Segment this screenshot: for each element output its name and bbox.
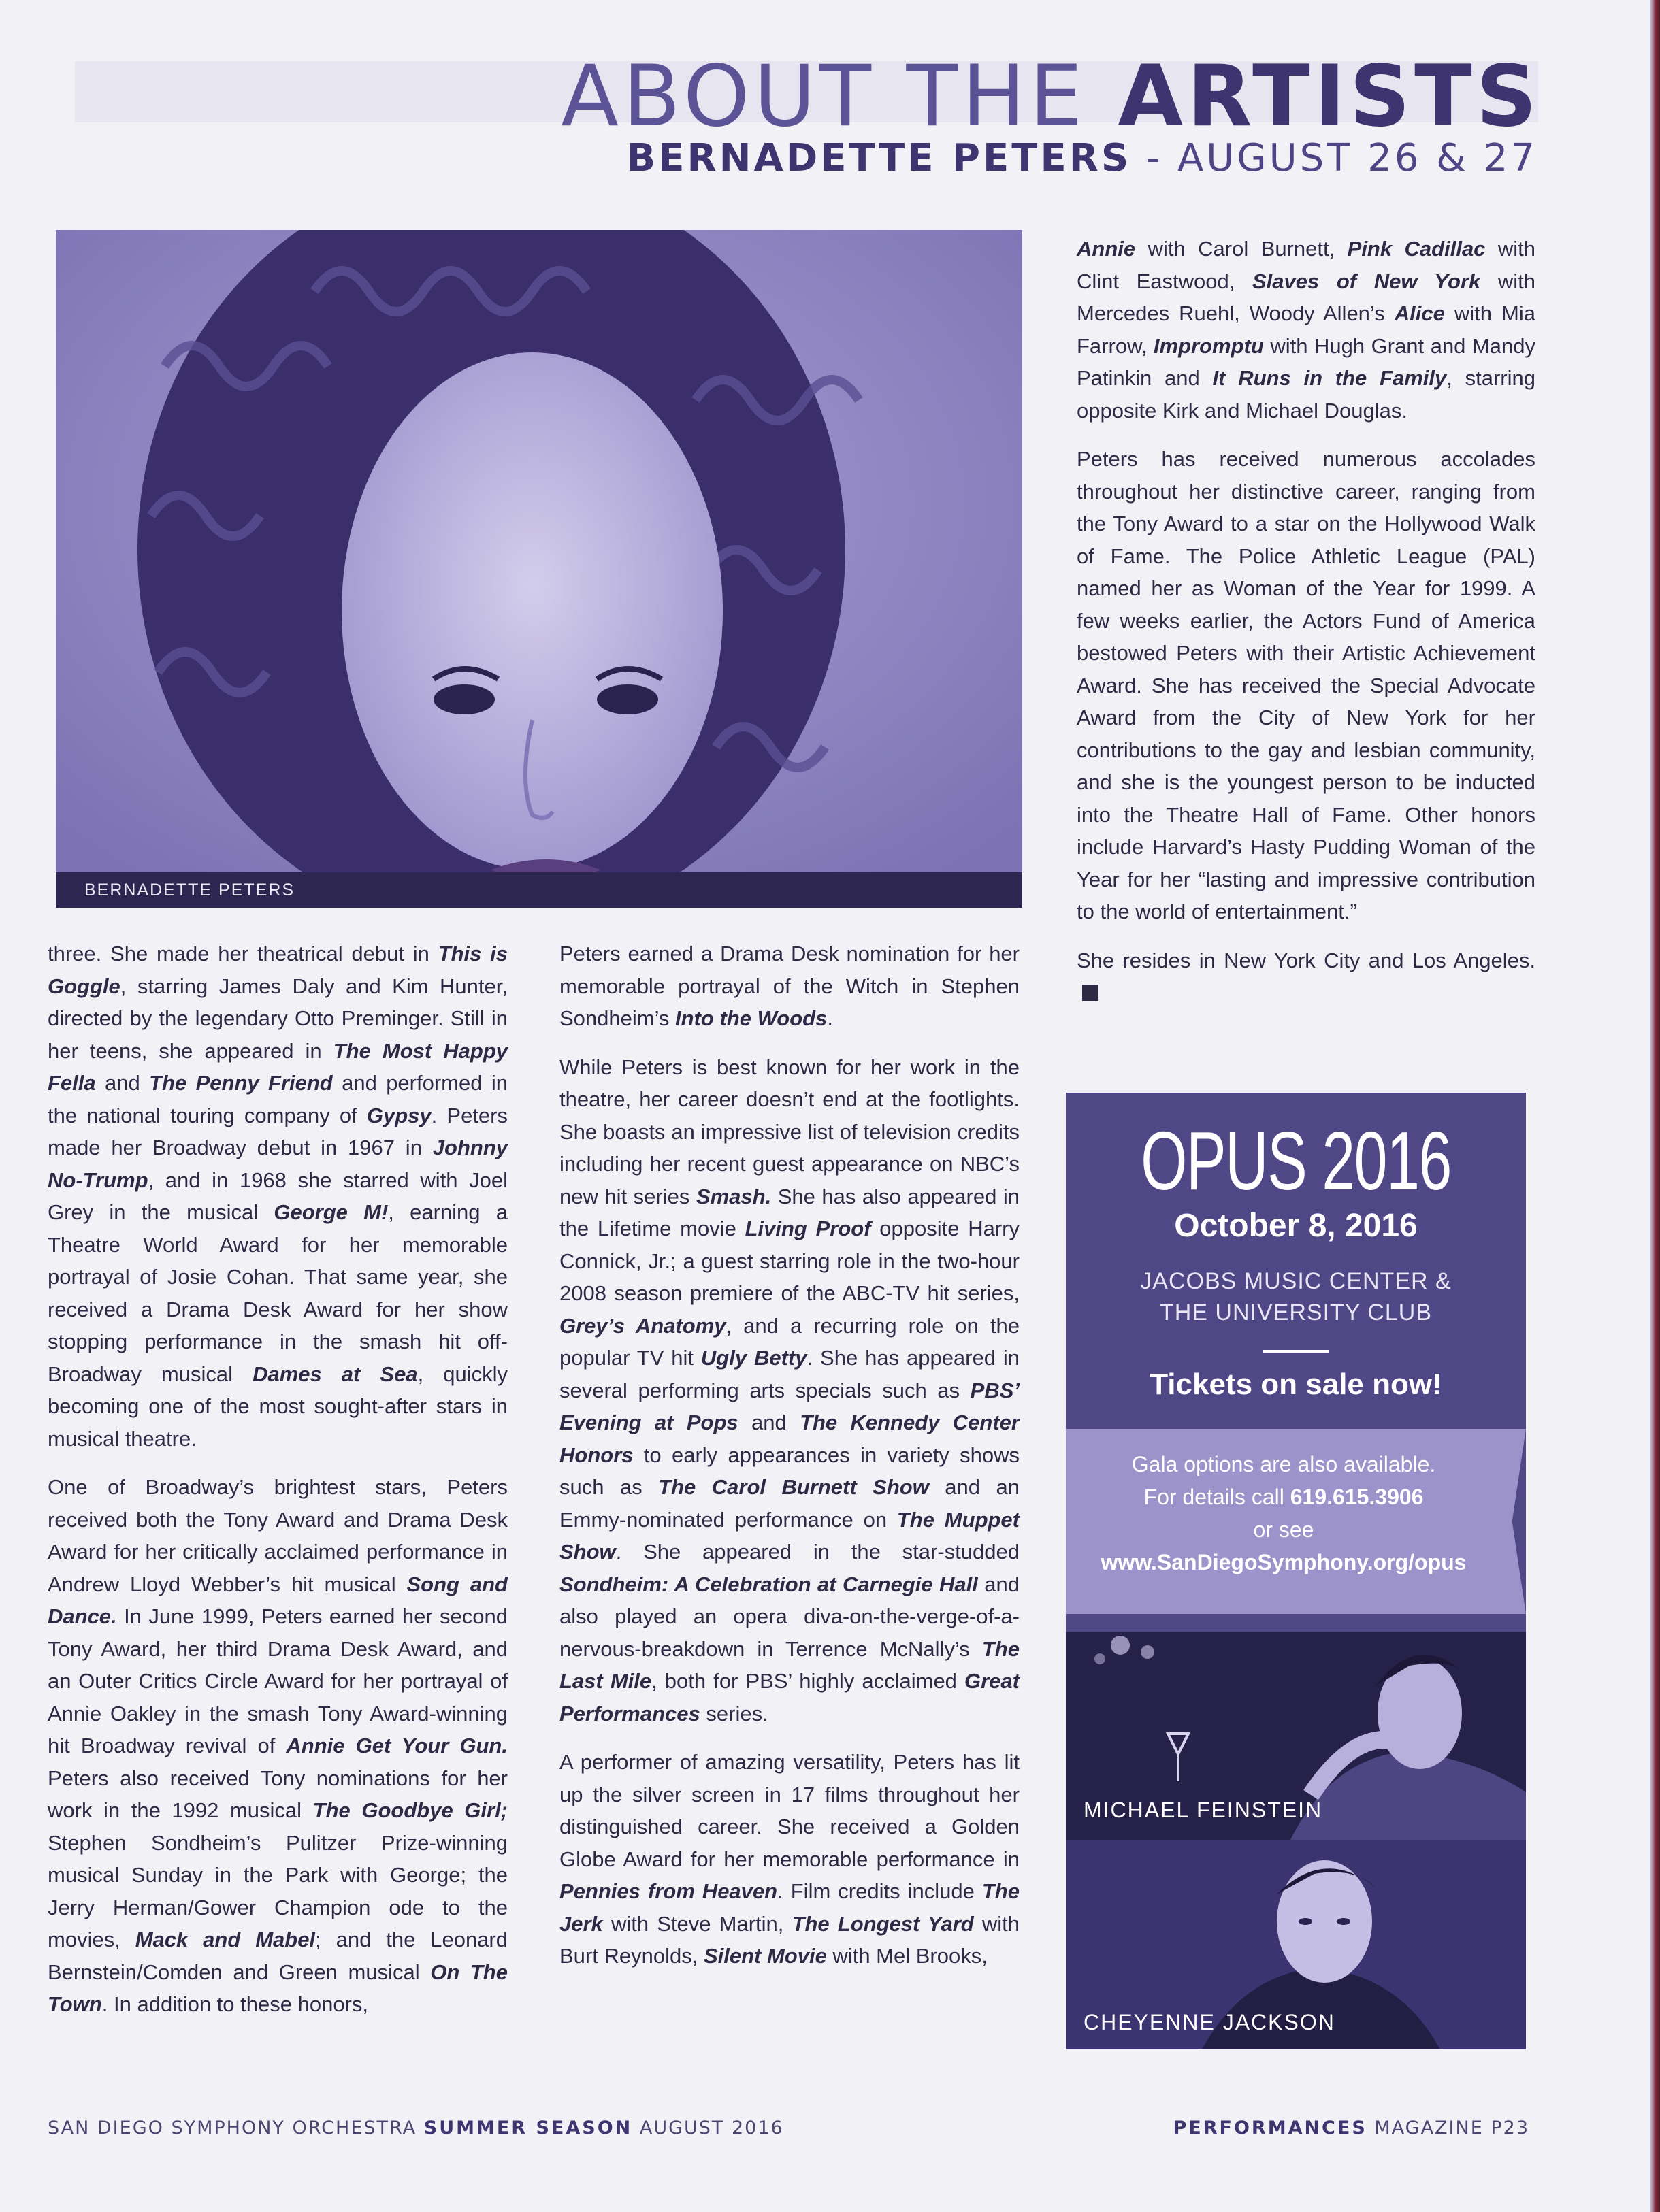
article-column-3 bbox=[1077, 233, 1535, 1025]
ad-divider bbox=[1263, 1350, 1329, 1353]
paragraph: While Peters is best known for her work in the theatre, her career doesn’t end at the footlights. She boasts an impressive list of television credits including her recent guest appearance on NBC’s new hit series Smash. She has also appeared in the Lifetime movie Living Proof opposite Harry Connick, Jr.; a guest starring role in the two-hour 2008 season premiere of the ABC-TV hit series, Grey’s Anatomy, and a recurring role on the popular TV hit Ugly Betty. She has appeared in several performing arts specials such as PBS’ Evening at Pops and The Kennedy Center Honors to early appearances in variety shows such as The Carol Burnett Show and an Emmy-nominated performance on The Muppet Show. She appeared in the star-studded Sondheim: A Celebration at Carnegie Hall and also played an opera diva-on-the-verge-of-a-nervous-breakdown in Terrence McNally’s The Last Mile, both for PBS’ highly acclaimed Great Performances series. bbox=[559, 1055, 1020, 1726]
footer-date: AUGUST 2016 bbox=[639, 2117, 784, 2139]
article-column-1 bbox=[48, 938, 508, 2037]
ad-gala-details bbox=[1066, 1448, 1501, 1579]
paragraph: Annie with Carol Burnett, Pink Cadillac with Clint Eastwood, Slaves of New York with Mercedes Ruehl, Woody Allen’s Alice with Mia Farrow, Impromptu with Hugh Grant and Mandy Patinkin and It Runs in the Family, starring opposite Kirk and Michael Douglas. bbox=[1077, 237, 1536, 423]
article-column-2 bbox=[559, 938, 1020, 1989]
title-italic: The Longest Yard bbox=[792, 1911, 974, 1936]
title-italic: The Goodbye Girl; bbox=[312, 1798, 508, 1822]
paragraph: Peters earned a Drama Desk nomination for her memorable portrayal of the Witch in Stephen Sondheim’s Into the Woods. bbox=[559, 942, 1020, 1030]
title-italic: Into the Woods bbox=[675, 1006, 828, 1030]
title-italic: The Last Mile bbox=[559, 1636, 1020, 1693]
footer-season: SUMMER SEASON bbox=[423, 2117, 633, 2139]
final-sentence: She resides in New York City and Los Angeles. bbox=[1077, 948, 1535, 972]
artist-photo bbox=[56, 230, 1022, 908]
performer-photo-feinstein bbox=[1066, 1632, 1526, 1840]
ad-venue bbox=[1066, 1266, 1526, 1328]
ad-venue-line-1: JACOBS MUSIC CENTER & bbox=[1140, 1268, 1452, 1294]
portrait-illustration bbox=[56, 230, 1022, 908]
page-title-bold: ARTISTS bbox=[1118, 48, 1541, 146]
ad-phone-number: 619.615.3906 bbox=[1290, 1485, 1424, 1509]
title-italic: Great Performances bbox=[559, 1669, 1020, 1726]
footer-left bbox=[48, 2117, 784, 2139]
footer-right bbox=[1173, 2117, 1529, 2139]
gala-line-1: Gala options are also available. bbox=[1131, 1452, 1436, 1476]
photo-caption: BERNADETTE PETERS bbox=[56, 872, 1022, 908]
subtitle-artist: BERNADETTE PETERS bbox=[626, 136, 1132, 180]
title-italic: PBS’ Evening at Pops bbox=[559, 1378, 1020, 1434]
binding-edge bbox=[1650, 0, 1660, 2212]
title-italic: Slaves of New York bbox=[1252, 269, 1481, 293]
performer-name-1: MICHAEL FEINSTEIN bbox=[1084, 1798, 1323, 1822]
footer-magazine-bold: PERFORMANCES bbox=[1173, 2117, 1367, 2139]
title-italic: On The Town bbox=[48, 1960, 508, 2016]
title-italic: Living Proof bbox=[745, 1217, 871, 1240]
ad-tickets-headline: Tickets on sale now! bbox=[1150, 1368, 1442, 1401]
subtitle-dates: - AUGUST 26 & 27 bbox=[1131, 136, 1537, 180]
ad-url: www.SanDiegoSymphony.org/opus bbox=[1101, 1550, 1467, 1574]
title-italic: The Carol Burnett Show bbox=[658, 1475, 929, 1499]
paragraph: A performer of amazing versatility, Peters has lit up the silver screen in 17 films throughout her distinguished career. She received a Golden Globe Award for her memorable performance in Pennies from Heaven. Film credits include The Jerk with Steve Martin, The Longest Yard with Burt Reynolds, Silent Movie with Mel Brooks, bbox=[559, 1750, 1020, 1968]
gala-line-2 bbox=[1066, 1481, 1501, 1513]
title-italic: Pennies from Heaven bbox=[559, 1879, 778, 1903]
title-italic: Ugly Betty bbox=[700, 1346, 807, 1370]
title-italic: It Runs in the Family bbox=[1212, 366, 1447, 390]
title-italic: Impromptu bbox=[1153, 333, 1264, 358]
performer-name-2: CHEYENNE JACKSON bbox=[1084, 2010, 1335, 2034]
page-title-light: ABOUT THE bbox=[561, 48, 1087, 146]
gala-call-prefix: For details call bbox=[1143, 1485, 1290, 1509]
title-italic: The Kennedy Center Honors bbox=[559, 1410, 1020, 1467]
title-italic: Sondheim: A Celebration at Carnegie Hall bbox=[559, 1572, 978, 1596]
opus-2016-ad bbox=[1066, 1093, 1526, 2049]
page-title bbox=[561, 48, 1541, 146]
title-italic: The Penny Friend bbox=[149, 1071, 333, 1095]
title-italic: Silent Movie bbox=[703, 1944, 827, 1968]
title-italic: George M! bbox=[274, 1200, 389, 1224]
paragraph: One of Broadway’s brightest stars, Peters received both the Tony Award and Drama Desk Award for her critically acclaimed performance in Andrew Lloyd Webber’s hit musical Song and Dance. In June 1999, Peters earned her second Tony Award, her third Drama Desk Award, and an Outer Critics Circle Award for her portrayal of Annie Oakley in the smash Tony Award-winning hit Broadway revival of Annie Get Your Gun. Peters also received Tony nominations for her work in the 1992 musical The Goodbye Girl; Stephen Sondheim’s Pulitzer Prize-winning musical Sunday in the Park with George; the Jerry Herman/Gower Champion ode to the movies, Mack and Mabel; and the Leonard Bernstein/Comden and Green musical On The Town. In addition to these honors, bbox=[48, 1475, 508, 2016]
title-italic: Annie bbox=[1077, 237, 1136, 261]
ad-venue-line-2: THE UNIVERSITY CLUB bbox=[1159, 1300, 1432, 1325]
title-italic: Pink Cadillac bbox=[1347, 237, 1486, 261]
title-italic: Johnny No-Trump bbox=[48, 1136, 508, 1192]
title-italic: This is Goggle bbox=[48, 942, 508, 998]
title-italic: Smash. bbox=[696, 1184, 772, 1208]
page-number: P23 bbox=[1491, 2117, 1529, 2139]
title-italic: The Most Happy Fella bbox=[48, 1038, 508, 1095]
title-italic: Song and Dance. bbox=[48, 1572, 508, 1628]
title-italic: The Jerk bbox=[559, 1879, 1020, 1936]
title-italic: Annie Get Your Gun. bbox=[286, 1734, 508, 1757]
end-of-article-mark bbox=[1082, 985, 1098, 1001]
title-italic: The Muppet Show bbox=[559, 1507, 1020, 1564]
title-italic: Alice bbox=[1394, 301, 1445, 325]
gala-line-3: or see bbox=[1253, 1517, 1314, 1542]
title-italic: Grey’s Anatomy bbox=[559, 1313, 726, 1338]
footer-orchestra: SAN DIEGO SYMPHONY ORCHESTRA bbox=[48, 2117, 417, 2139]
title-italic: Mack and Mabel bbox=[135, 1928, 316, 1951]
footer-magazine: MAGAZINE bbox=[1374, 2117, 1484, 2139]
title-italic: Dames at Sea bbox=[253, 1361, 418, 1386]
paragraph: three. She made her theatrical debut in This is Goggle, starring James Daly and Kim Hunter, directed by the legendary Otto Preminger. Still in her teens, she appeared in The Most Happy Fella and The Penny Friend and performed in the national touring company of Gypsy. Peters made her Broadway debut in 1967 in Johnny No-Trump, and in 1968 she starred with Joel Grey in the musical George M!, earning a Theatre World Award for her memorable portrayal of Josie Cohan. That same year, she received a Drama Desk Award for her show stopping performance in the smash hit off-Broadway musical Dames at Sea, quickly becoming one of the most sought-after stars in musical theatre. bbox=[48, 942, 508, 1451]
title-italic: Gypsy bbox=[366, 1103, 432, 1127]
ad-date: October 8, 2016 bbox=[1174, 1208, 1418, 1244]
paragraph-final bbox=[1077, 944, 1535, 1009]
page-subtitle bbox=[627, 136, 1537, 180]
performer-photo-jackson bbox=[1066, 1840, 1526, 2049]
paragraph: Peters has received numerous accolades throughout her distinctive career, ranging from the Tony Award to a star on the Hollywood Walk of Fame. The Police Athletic League (PAL) named her as Woman of the Year for 1999. A few weeks earlier, the Actors Fund of America bestowed Peters with their Artistic Achievement Award. She has received the Special Advocate Award from the City of New York for her contributions to the gay and lesbian community, and she is the youngest person to be inducted into the Theatre Hall of Fame. Other honors include Harvard’s Hasty Pudding Woman of the Year for her “lasting and impressive contribution to the world of entertainment.” bbox=[1077, 447, 1535, 923]
ad-title: OPUS 2016 bbox=[1141, 1115, 1451, 1207]
